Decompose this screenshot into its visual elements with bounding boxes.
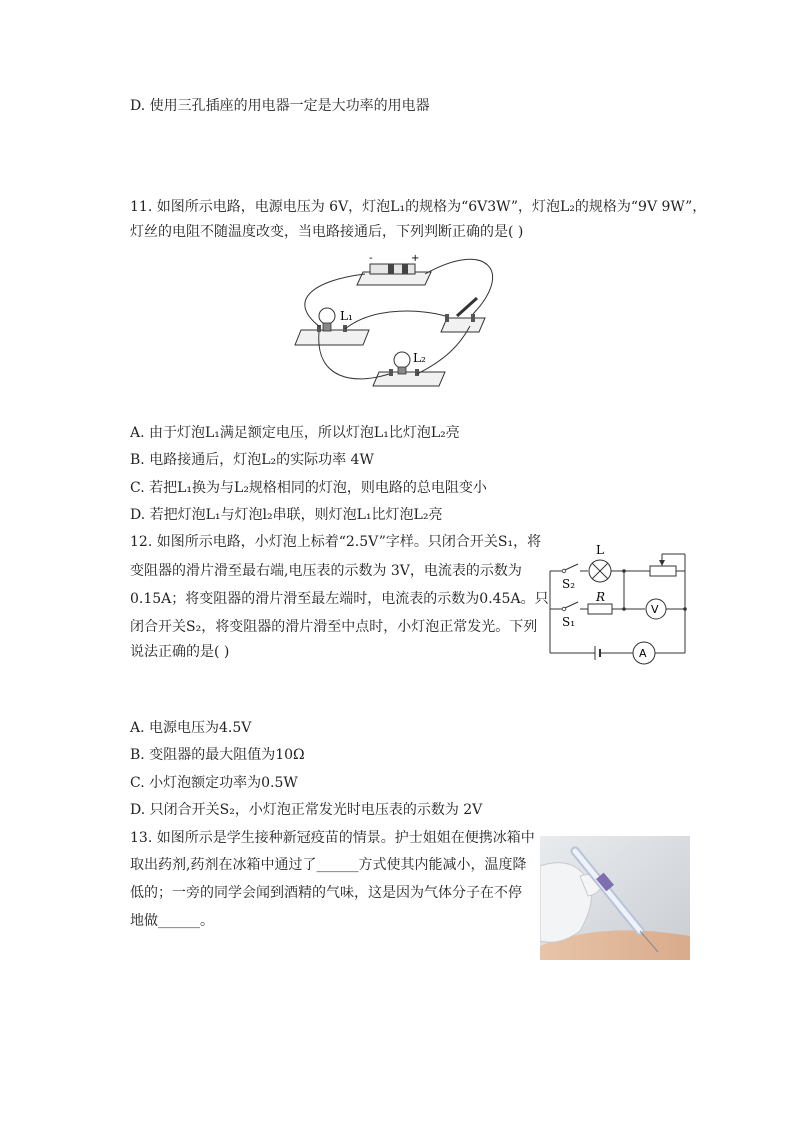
q11-stem-line-1: 11. 如图所示电路，电源电压为 6V，灯泡L₁的规格为“6V3W”，灯泡L₂的规格为“9V 9W”，: [130, 199, 707, 215]
q12-stem-line-4: 闭合开关S₂，将变阻器的滑片滑至中点时，小灯泡正常发光。下列: [130, 619, 538, 635]
q11-option-d: D. 若把灯泡L₁与灯泡l₂串联，则灯泡L₁比灯泡L₂亮: [130, 507, 443, 523]
ammeter-label: A: [639, 647, 647, 660]
switch-S2-label: S₂: [562, 577, 576, 591]
q11-circuit-figure: [285, 250, 515, 400]
q12-stem-line-5: 说法正确的是( ): [130, 644, 230, 660]
lamp-L2-label: L₂: [413, 351, 426, 365]
q11-option-b: B. 电路接通后，灯泡L₂的实际功率 4W: [130, 452, 374, 468]
battery-plus-label: +: [411, 253, 420, 264]
q12-stem-line-2: 变阻器的滑片滑至最右端,电压表的示数为 3V，电流表的示数为: [130, 563, 522, 579]
q12-option-b: B. 变阻器的最大阻值为10Ω: [130, 747, 305, 763]
switch-S1-label: S₁: [562, 615, 576, 629]
lamp-L1-label: L₁: [340, 309, 353, 323]
q13-stem-line-1: 13. 如图所示是学生接种新冠疫苗的情景。护士姐姐在便携冰箱中: [130, 830, 535, 846]
q10-option-d: D. 使用三孔插座的用电器一定是大功率的用电器: [130, 98, 430, 114]
q12-stem-line-1: 12. 如图所示电路，小灯泡上标着“2.5V”字样。只闭合开关S₁，将: [130, 534, 542, 550]
q12-option-d: D. 只闭合开关S₂，小灯泡正常发光时电压表的示数为 2V: [130, 802, 483, 818]
q11-stem-line-2: 灯丝的电阻不随温度改变，当电路接通后，下列判断正确的是( ): [130, 224, 524, 240]
battery-minus-label: -: [369, 253, 373, 264]
q12-stem-line-3: 0.15A；将变阻器的滑片滑至最左端时，电流表的示数为0.45A。只: [130, 591, 549, 607]
q12-circuit-diagram: [540, 540, 695, 665]
vaccination-photo: [540, 836, 690, 960]
q11-option-c: C. 若把L₁换为与L₂规格相同的灯泡，则电路的总电阻变小: [130, 480, 487, 496]
q12-option-a: A. 电源电压为4.5V: [130, 720, 252, 736]
q13-stem-line-2: 取出药剂,药剂在冰箱中通过了______方式使其内能减小，温度降: [130, 857, 527, 873]
q13-stem-line-3: 低的；一旁的同学会闻到酒精的气味，这是因为气体分子在不停: [130, 885, 522, 901]
lamp-L-label: L: [596, 543, 604, 557]
resistor-R-label: R: [596, 590, 606, 604]
voltmeter-label: V: [651, 603, 659, 616]
q13-stem-line-4: 地做______。: [130, 913, 214, 929]
q11-option-a: A. 由于灯泡L₁满足额定电压，所以灯泡L₁比灯泡L₂亮: [130, 425, 460, 441]
q12-option-c: C. 小灯泡额定功率为0.5W: [130, 775, 298, 791]
